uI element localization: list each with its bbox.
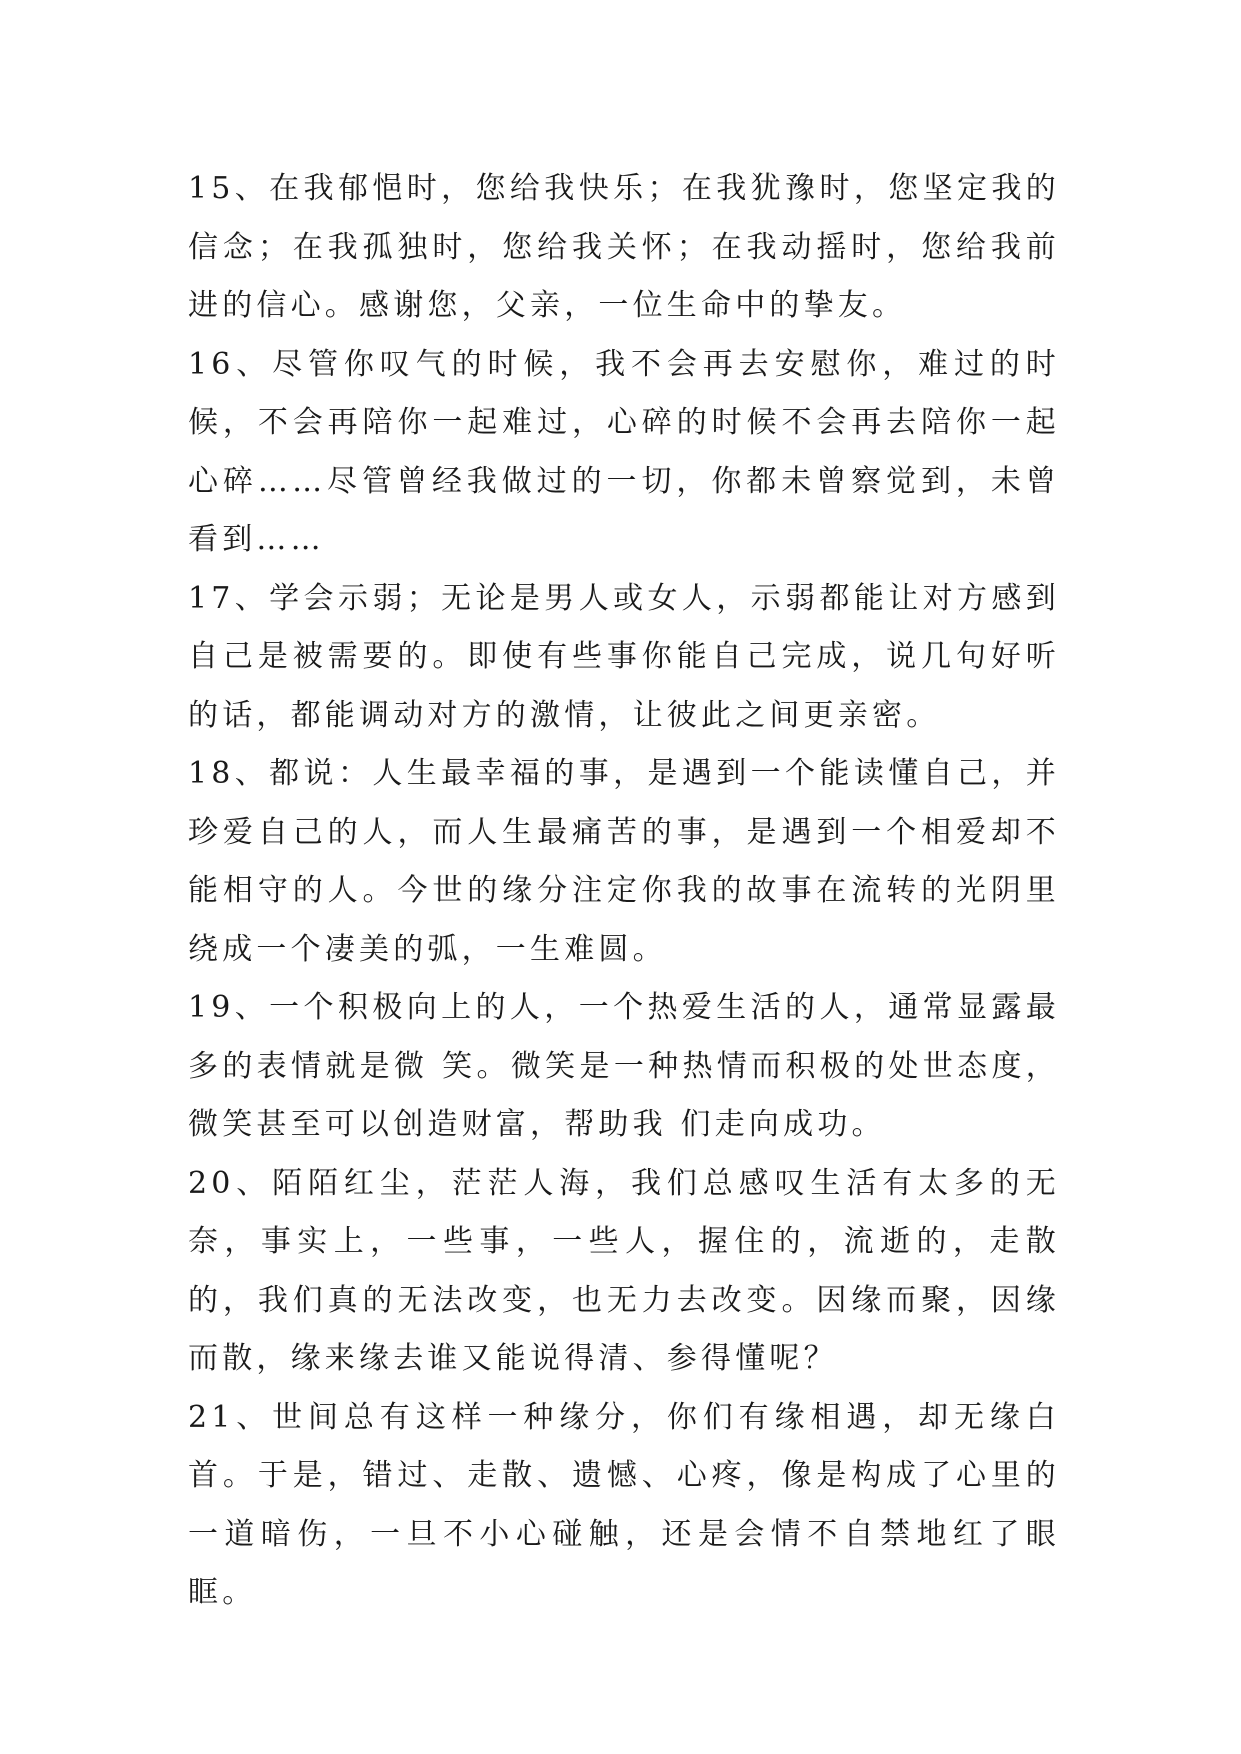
paragraph-17: 17、学会示弱；无论是男人或女人，示弱都能让对方感到自己是被需要的。即使有些事你能自己完成，说几句好听的话，都能调动对方的激情，让彼此之间更亲密。 [188,580,1060,733]
paragraph-19: 19、一个积极向上的人，一个热爱生活的人，通常显露最多的表情就是微 笑。微笑是一种热情而积极的处世态度，微笑甚至可以创造财富，帮助我 们走向成功。 [188,990,1060,1142]
paragraph-16: 16、尽管你叹气的时候，我不会再去安慰你，难过的时候，不会再陪你一起难过，心碎的时候不会再去陪你一起心碎……尽管曾经我做过的一切，你都未曾察觉到，未曾看到…… [188,346,1060,557]
paragraph-15: 15、在我郁悒时，您给我快乐；在我犹豫时，您坚定我的信念；在我孤独时，您给我关怀；在我动摇时，您给我前进的信心。感谢您，父亲，一位生命中的挚友。 [188,171,1060,323]
document-body [188,160,1060,1623]
paragraph-18: 18、都说：人生最幸福的事，是遇到一个能读懂自己，并珍爱自己的人，而人生最痛苦的事，是遇到一个相爱却不能相守的人。今世的缘分注定你我的故事在流转的光阴里绕成一个凄美的弧，一生难圆。 [188,756,1060,967]
paragraph-20: 20、陌陌红尘，茫茫人海，我们总感叹生活有太多的无奈，事实上，一些事，一些人，握住的，流逝的，走散的，我们真的无法改变，也无力去改变。因缘而聚，因缘而散，缘来缘去谁又能说得清、参得懂呢？ [188,1165,1060,1376]
paragraph-21: 21、世间总有这样一种缘分，你们有缘相遇，却无缘白首。于是，错过、走散、遗憾、心疼，像是构成了心里的一道暗伤，一旦不小心碰触，还是会情不自禁地红了眼眶。 [188,1399,1060,1610]
